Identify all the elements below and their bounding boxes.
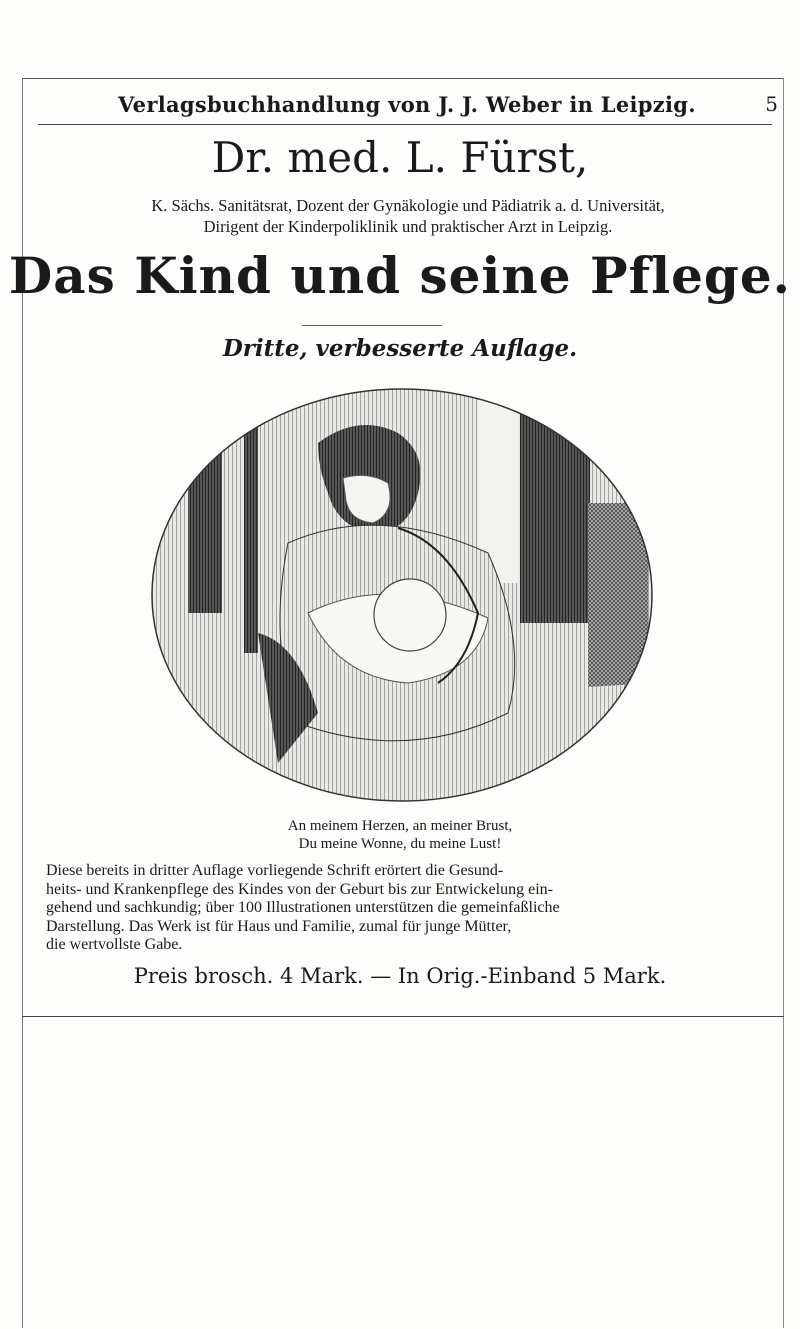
description-line: heits- und Krankenpflege des Kindes von der Geburt bis zur Entwickelung ein- bbox=[46, 880, 553, 898]
bottom-rule bbox=[22, 1016, 784, 1017]
title-rule bbox=[302, 325, 442, 326]
caption-line-1: An meinem Herzen, an meiner Brust, bbox=[287, 818, 513, 834]
page-number: 5 bbox=[765, 92, 778, 116]
book-description bbox=[46, 862, 780, 955]
description-line: Diese bereits in dritter Auflage vorliegende Schrift erörtert die Gesund- bbox=[46, 862, 504, 879]
price-line: Preis brosch. 4 Mark. — In Orig.-Einband 5 Mark. bbox=[133, 964, 667, 988]
affiliation-line-2: Dirigent der Kinderpoliklinik und praktischer Arzt in Leipzig. bbox=[203, 217, 613, 236]
description-line: gehend und sachkundig; über 100 Illustrationen unterstützen die gemeinfaßliche bbox=[46, 899, 560, 916]
header-rule bbox=[38, 124, 772, 125]
mother-nursing-infant-illustration bbox=[148, 383, 656, 803]
frame-top-rule bbox=[22, 78, 784, 79]
edition-note: Dritte, verbesserte Auflage. bbox=[222, 335, 578, 362]
caption-line-2: Du meine Wonne, du meine Lust! bbox=[298, 836, 502, 852]
author-name: Dr. med. L. Fürst, bbox=[211, 133, 589, 182]
description-line: Darstellung. Das Werk ist für Haus und Familie, zumal für junge Mütter, bbox=[46, 917, 512, 935]
description-line: die wertvollste Gabe. bbox=[46, 936, 183, 953]
book-title: Das Kind und seine Pflege. bbox=[8, 246, 792, 305]
running-title: Verlagsbuchhandlung von J. J. Weber in Leipzig. bbox=[118, 92, 696, 117]
affiliation-line-1: K. Sächs. Sanitätsrat, Dozent der Gynäkologie und Pädiatrik a. d. Universität, bbox=[151, 196, 665, 215]
running-header bbox=[118, 92, 778, 118]
